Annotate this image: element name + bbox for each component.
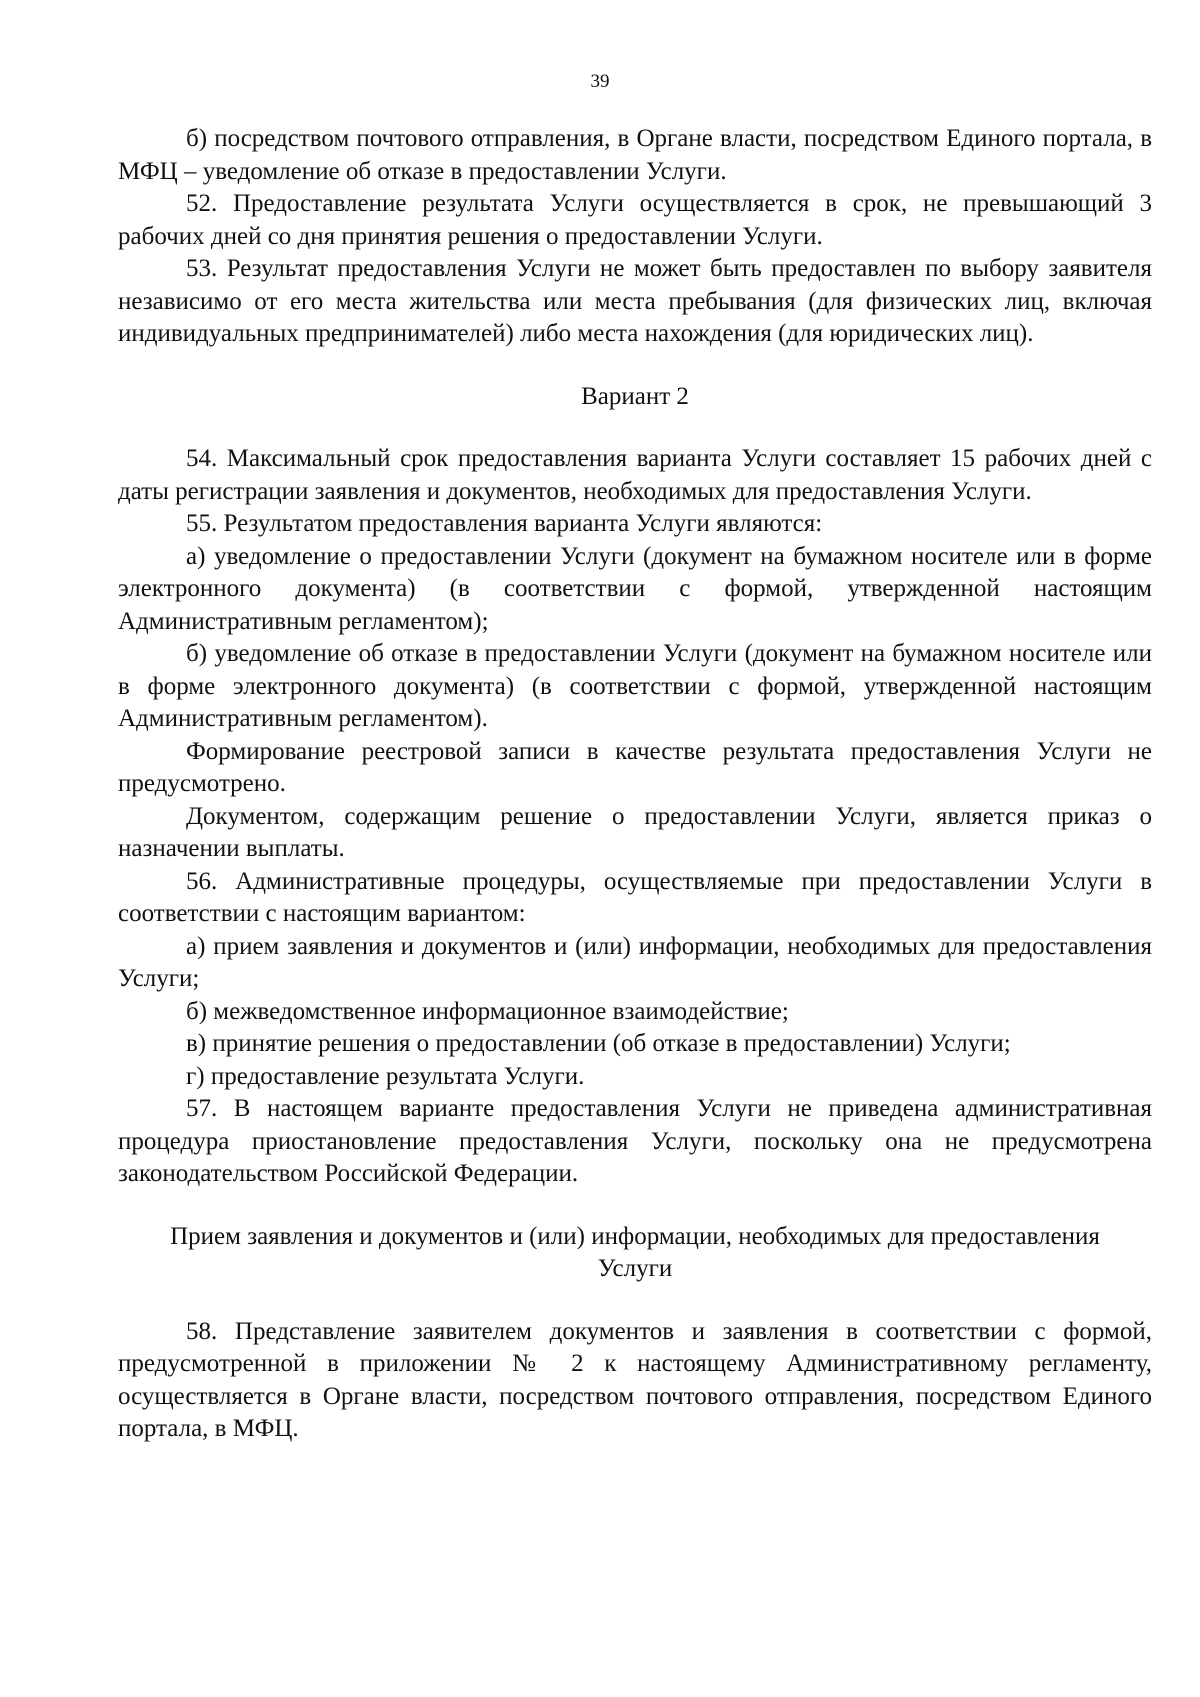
paragraph-56-b: б) межведомственное информационное взаимодействие; bbox=[186, 997, 789, 1025]
paragraph-57: 57. В настоящем варианте предоставления Услуги не приведена административная процедура приостановление предоставления Услуги, поскольку она не предусмотрена законодательством Российской Федерации. bbox=[118, 1095, 1152, 1187]
paragraph-58: 58. Представление заявителем документов и заявления в соответствии с формой, предусмотренной в приложении № 2 к настоящему Административному регламенту, осуществляется в Органе власти, посредством почтового отправления, посредством Единого портала, в МФЦ. bbox=[118, 1317, 1152, 1442]
paragraph-52: 52. Предоставление результата Услуги осуществляется в срок, не превышающий 3 рабочих дней со дня принятия решения о предоставлении Услуги. bbox=[118, 190, 1152, 250]
paragraph-56-g: г) предоставление результата Услуги. bbox=[186, 1062, 585, 1090]
heading-application-receipt: Прием заявления и документов и (или) информации, необходимых для предоставления Услуги bbox=[170, 1222, 1100, 1282]
paragraph-56-a: а) прием заявления и документов и (или) информации, необходимых для предоставления Услуги; bbox=[118, 932, 1152, 992]
paragraph-b-postal: б) посредством почтового отправления, в Органе власти, посредством Единого портала, в МФЦ – уведомление об отказе в предоставлении Услуги. bbox=[118, 125, 1152, 185]
paragraph-54: 54. Максимальный срок предоставления варианта Услуги составляет 15 рабочих дней с даты регистрации заявления и документов, необходимых для предоставления Услуги. bbox=[118, 445, 1152, 505]
paragraph-56-v: в) принятие решения о предоставлении (об отказе в предоставлении) Услуги; bbox=[186, 1030, 1011, 1057]
paragraph-53: 53. Результат предоставления Услуги не может быть предоставлен по выбору заявителя независимо от его места жительства или места пребывания (для физических лиц, включая индивидуальных предпринимателей) либо места нахождения (для юридических лиц). bbox=[118, 255, 1152, 347]
paragraph-registry-record: Формирование реестровой записи в качестве результата предоставления Услуги не предусмотрено. bbox=[118, 737, 1152, 797]
heading-variant-2: Вариант 2 bbox=[581, 382, 689, 410]
document-body bbox=[118, 123, 1152, 1446]
paragraph-55-b: б) уведомление об отказе в предоставлении Услуги (документ на бумажном носителе или в форме электронного документа) (в соответствии с формой, утвержденной настоящим Административным регламентом). bbox=[118, 640, 1152, 732]
page-number: 39 bbox=[590, 71, 610, 92]
paragraph-55: 55. Результатом предоставления варианта Услуги являются: bbox=[186, 510, 823, 537]
paragraph-55-a: а) уведомление о предоставлении Услуги (документ на бумажном носителе или в форме электронного документа) (в соответствии с формой, утвержденной настоящим Административным регламентом); bbox=[118, 542, 1152, 635]
paragraph-56: 56. Административные процедуры, осуществляемые при предоставлении Услуги в соответствии с настоящим вариантом: bbox=[118, 867, 1152, 927]
paragraph-decision-document: Документом, содержащим решение о предоставлении Услуги, является приказ о назначении выплаты. bbox=[118, 802, 1152, 862]
